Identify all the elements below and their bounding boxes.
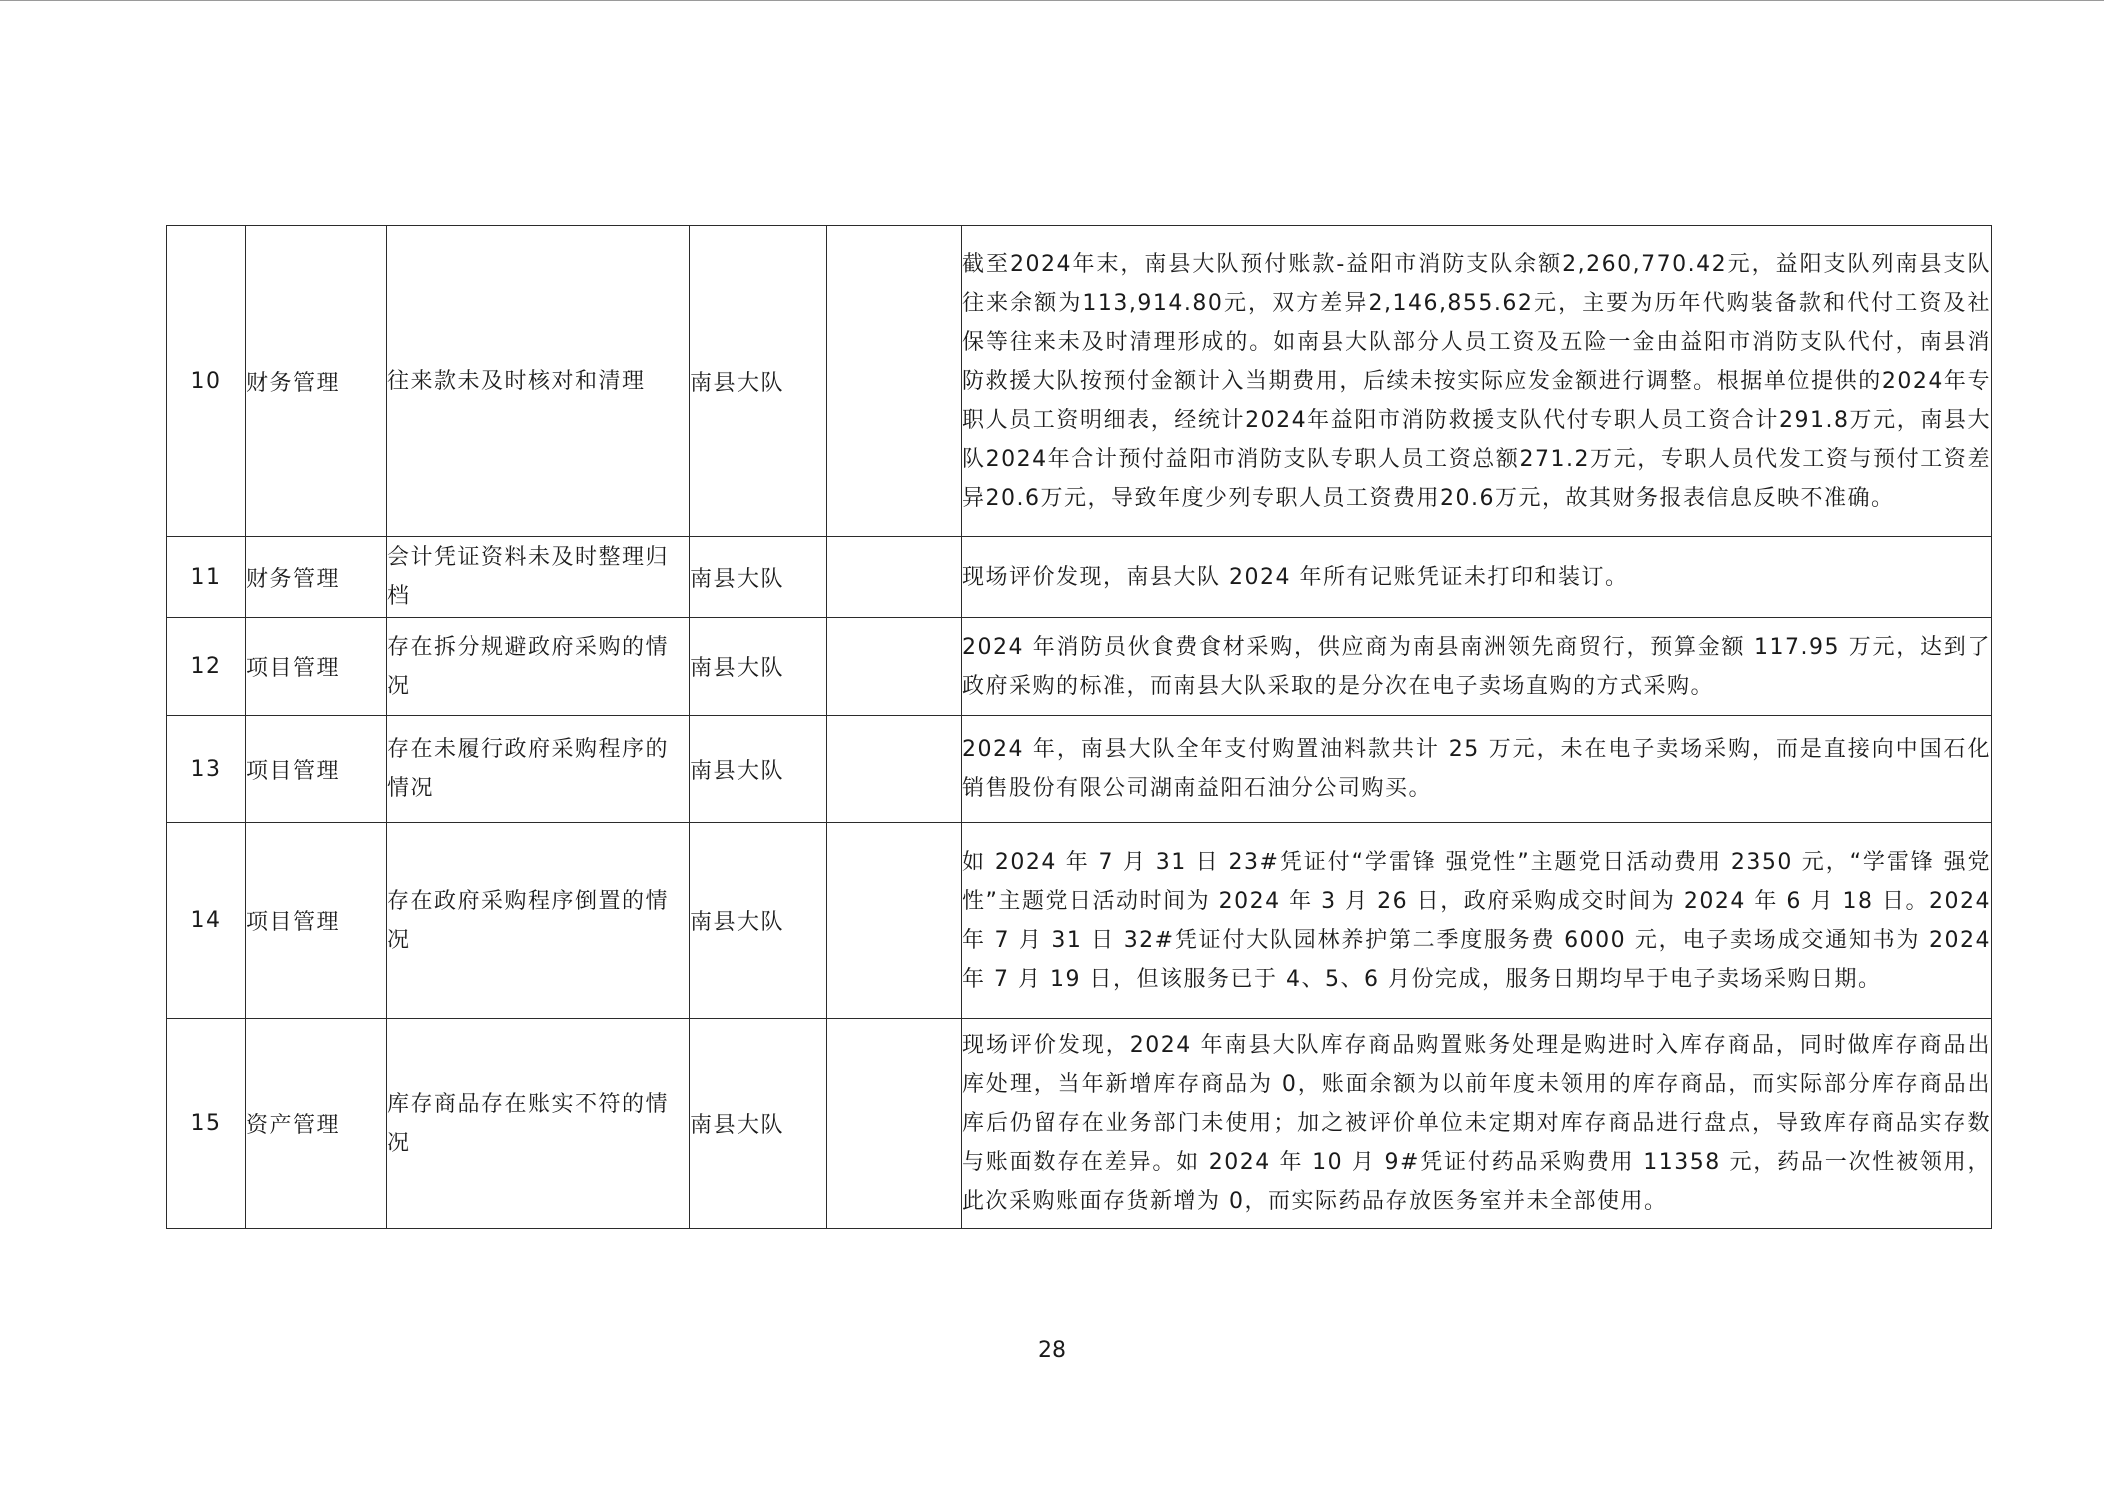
description-cell: 2024 年，南县大队全年支付购置油料款共计 25 万元，未在电子卖场采购，而是直接向中国石化销售股份有限公司湖南益阳石油分公司购买。 <box>962 716 1992 823</box>
table-row <box>167 1019 1992 1229</box>
category-cell: 项目管理 <box>246 823 387 1019</box>
issue-cell: 存在政府采购程序倒置的情况 <box>387 823 690 1019</box>
row-number: 10 <box>167 226 246 537</box>
row-number: 15 <box>167 1019 246 1229</box>
row-number: 12 <box>167 618 246 716</box>
page-number: 28 <box>1038 1338 1066 1363</box>
row-number: 14 <box>167 823 246 1019</box>
unit-cell: 南县大队 <box>690 1019 827 1229</box>
issue-cell: 会计凭证资料未及时整理归档 <box>387 537 690 618</box>
category-cell: 财务管理 <box>246 226 387 537</box>
table-row <box>167 537 1992 618</box>
table-row <box>167 716 1992 823</box>
issue-cell: 存在未履行政府采购程序的情况 <box>387 716 690 823</box>
category-cell: 项目管理 <box>246 618 387 716</box>
issues-table <box>166 225 1992 1229</box>
description-cell: 2024 年消防员伙食费食材采购，供应商为南县南洲领先商贸行，预算金额 117.95 万元，达到了政府采购的标准，而南县大队采取的是分次在电子卖场直购的方式采购。 <box>962 618 1992 716</box>
unit-cell: 南县大队 <box>690 618 827 716</box>
table-row <box>167 618 1992 716</box>
row-number: 13 <box>167 716 246 823</box>
blank-cell <box>827 537 962 618</box>
row-number: 11 <box>167 537 246 618</box>
blank-cell <box>827 618 962 716</box>
unit-cell: 南县大队 <box>690 226 827 537</box>
category-cell: 财务管理 <box>246 537 387 618</box>
unit-cell: 南县大队 <box>690 716 827 823</box>
description-cell: 现场评价发现，南县大队 2024 年所有记账凭证未打印和装订。 <box>962 537 1992 618</box>
category-cell: 项目管理 <box>246 716 387 823</box>
description-cell: 现场评价发现，2024 年南县大队库存商品购置账务处理是购进时入库存商品，同时做库存商品出库处理，当年新增库存商品为 0，账面余额为以前年度未领用的库存商品，而实际部分库存商品出库后仍留存在业务部门未使用；加之被评价单位未定期对库存商品进行盘点，导致库存商品实存数与账面数存在差异。如 2024 年 10 月 9#凭证付药品采购费用 11358 元，药品一次性被领用，此次采购账面存货新增为 0，而实际药品存放医务室并未全部使用。 <box>962 1019 1992 1229</box>
category-cell: 资产管理 <box>246 1019 387 1229</box>
issue-cell: 存在拆分规避政府采购的情况 <box>387 618 690 716</box>
blank-cell <box>827 226 962 537</box>
blank-cell <box>827 823 962 1019</box>
description-cell: 截至2024年末，南县大队预付账款-益阳市消防支队余额2,260,770.42元，益阳支队列南县支队往来余额为113,914.80元，双方差异2,146,855.62元，主要为历年代购装备款和代付工资及社保等往来未及时清理形成的。如南县大队部分人员工资及五险一金由益阳市消防支队代付，南县消防救援大队按预付金额计入当期费用，后续未按实际应发金额进行调整。根据单位提供的2024年专职人员工资明细表，经统计2024年益阳市消防救援支队代付专职人员工资合计291.8万元，南县大队2024年合计预付益阳市消防支队专职人员工资总额271.2万元，专职人员代发工资与预付工资差异20.6万元，导致年度少列专职人员工资费用20.6万元，故其财务报表信息反映不准确。 <box>962 226 1992 537</box>
issue-cell: 往来款未及时核对和清理 <box>387 226 690 537</box>
description-cell: 如 2024 年 7 月 31 日 23#凭证付“学雷锋 强党性”主题党日活动费用 2350 元，“学雷锋 强党性”主题党日活动时间为 2024 年 3 月 26 日，政府采购成交时间为 2024 年 6 月 18 日。2024 年 7 月 31 日 32#凭证付大队园林养护第二季度服务费 6000 元，电子卖场成交通知书为 2024 年 7 月 19 日，但该服务已于 4、5、6 月份完成，服务日期均早于电子卖场采购日期。 <box>962 823 1992 1019</box>
table-row <box>167 823 1992 1019</box>
blank-cell <box>827 716 962 823</box>
unit-cell: 南县大队 <box>690 823 827 1019</box>
issue-cell: 库存商品存在账实不符的情况 <box>387 1019 690 1229</box>
table-row <box>167 226 1992 537</box>
page-top-border <box>0 0 2104 1</box>
unit-cell: 南县大队 <box>690 537 827 618</box>
blank-cell <box>827 1019 962 1229</box>
